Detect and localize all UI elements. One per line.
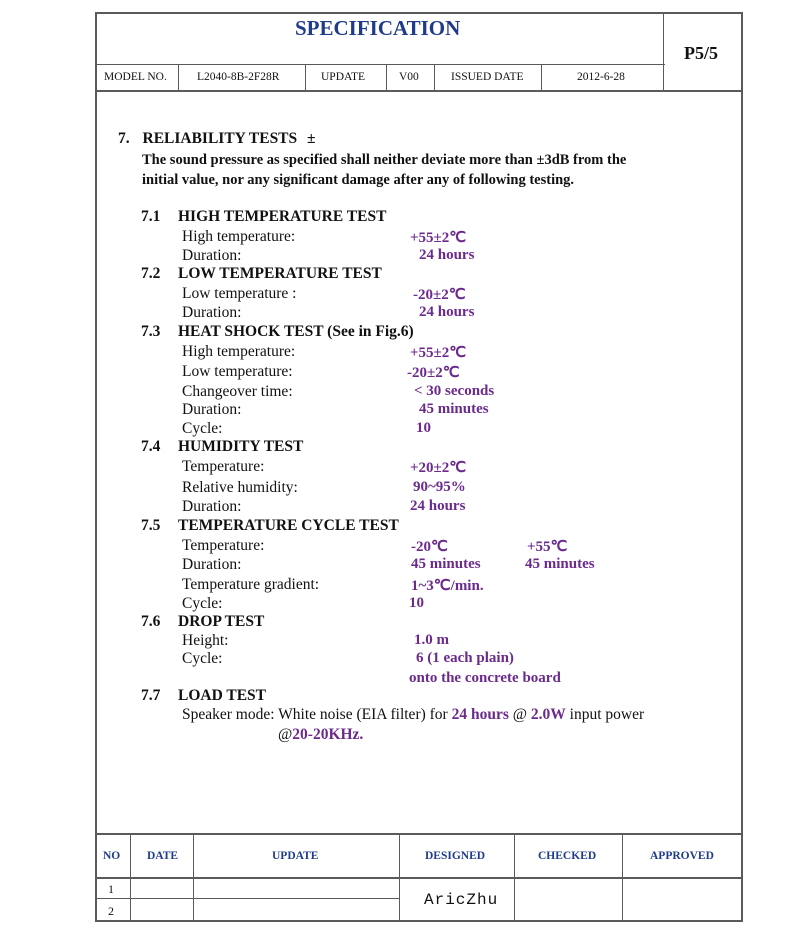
test-7-3-label-5: Cycle: [182,420,223,437]
test-7-6-value-2: 6 (1 each plain) [416,650,514,666]
update-label: UPDATE [321,71,366,83]
test-7-5-label-1: Temperature: [182,537,265,554]
section-title: RELIABILITY TESTS [142,130,298,147]
footer-col5 [622,833,623,921]
test-7-1-number: 7.1 [141,208,161,225]
header-divider [95,64,665,65]
test-7-3-value-1: +55±2℃ [410,345,467,361]
test-7-5-title: TEMPERATURE CYCLE TEST [178,517,399,534]
test-7-6-value-1: 1.0 m [414,632,449,648]
footer-col3 [399,833,400,921]
test-7-3-value-2: -20±2℃ [407,365,460,381]
test-7-2-title: LOW TEMPERATURE TEST [178,265,382,282]
footer-approved-header: APPROVED [650,850,714,862]
test-7-4-value-1: +20±2℃ [410,460,467,476]
footer-date-header: DATE [147,850,179,862]
update-value: V00 [399,71,419,83]
test-7-3-label-1: High temperature: [182,343,296,360]
test-7-4-value-3: 24 hours [410,498,466,514]
test-7-3-label-3: Changeover time: [182,383,293,400]
test-7-2-label-1: Low temperature : [182,285,297,302]
load-power: 2.0W [530,706,566,723]
test-7-4-value-2: 90~95% [413,479,466,495]
test-7-5-value-2b: 45 minutes [525,556,595,572]
test-7-4-label-1: Temperature: [182,458,265,475]
frame-left [95,12,97,922]
test-7-3-value-3: < 30 seconds [414,383,495,399]
test-7-1-title: HIGH TEMPERATURE TEST [178,208,387,225]
header-col4 [434,64,435,91]
test-7-5-value-4: 10 [409,595,424,611]
test-7-7-number: 7.7 [141,687,161,704]
footer-col2 [193,833,194,921]
section-heading [118,130,316,148]
test-7-4-number: 7.4 [141,438,161,455]
load-text-3: input power [565,706,645,723]
test-7-5-value-1a: -20℃ [411,539,448,555]
test-7-1-value-1: +55±2℃ [410,230,467,246]
load-at-symbol: @ [278,726,293,743]
header-col1 [178,64,179,91]
footer-row-1: 1 [108,882,114,896]
intro-line-2: initial value, nor any significant damage after any of following testing. [142,172,575,188]
intro-line-1: The sound pressure as specified shall neither deviate more than ±3dB from the [142,152,627,168]
footer-checked-header: CHECKED [538,850,597,862]
test-7-6-extra: onto the concrete board [409,670,561,686]
footer-row-2: 2 [108,904,114,918]
test-7-2-value-2: 24 hours [419,304,475,320]
model-label: MODEL NO. [104,71,167,83]
footer-col1 [130,833,131,921]
footer-row-divider [95,898,400,899]
issued-label: ISSUED DATE [451,71,524,83]
test-7-7-title: LOAD TEST [178,687,267,704]
test-7-6-number: 7.6 [141,613,161,630]
test-7-7-load-line-1 [182,706,644,724]
header-bottom [95,90,743,92]
header-col2 [305,64,306,91]
load-text-1: Speaker mode: White noise (EIA filter) for [182,706,452,723]
test-7-3-label-4: Duration: [182,401,242,418]
test-7-6-label-2: Cycle: [182,650,223,667]
footer-designed-header: DESIGNED [425,850,486,862]
test-7-3-value-5: 10 [416,420,431,436]
frame-right [741,12,743,922]
test-7-5-value-2a: 45 minutes [411,556,481,572]
test-7-4-label-2: Relative humidity: [182,479,298,496]
page-number: P5/5 [684,43,718,63]
footer-col4 [514,833,515,921]
test-7-5-label-2: Duration: [182,556,242,573]
test-7-1-value-2: 24 hours [419,247,475,263]
load-text-2: @ [508,706,531,723]
test-7-6-title: DROP TEST [178,613,265,630]
test-7-6-label-1: Height: [182,632,229,649]
test-7-3-title: HEAT SHOCK TEST (See in Fig.6) [178,323,414,340]
test-7-4-title: HUMIDITY TEST [178,438,304,455]
designer-name: AricZhu [424,891,499,909]
test-7-3-label-2: Low temperature: [182,363,293,380]
issued-value: 2012-6-28 [577,71,625,83]
header-col5 [541,64,542,91]
test-7-5-value-1b: +55℃ [527,539,568,555]
test-7-4-label-3: Duration: [182,498,242,515]
page-title: SPECIFICATION [295,16,461,40]
test-7-2-number: 7.2 [141,265,161,282]
test-7-5-value-3: 1~3℃/min. [411,578,484,594]
test-7-2-value-1: -20±2℃ [413,287,466,303]
test-7-7-load-line-2 [278,726,363,744]
test-7-2-label-2: Duration: [182,304,242,321]
section-title-symbol: ± [307,130,316,147]
header-col3 [386,64,387,91]
section-number: 7. [118,130,130,147]
test-7-5-number: 7.5 [141,517,161,534]
load-frequency: 20-20KHz. [292,726,364,743]
page-box-divider [663,12,664,91]
test-7-1-label-1: High temperature: [182,228,296,245]
test-7-1-label-2: Duration: [182,247,242,264]
test-7-5-label-3: Temperature gradient: [182,576,320,593]
test-7-3-value-4: 45 minutes [419,401,489,417]
footer-no-header: NO [103,850,121,862]
load-duration: 24 hours [451,706,509,723]
test-7-5-label-4: Cycle: [182,595,223,612]
frame-top [95,12,743,14]
test-7-3-number: 7.3 [141,323,161,340]
footer-update-header: UPDATE [272,850,319,862]
model-value: L2040-8B-2F28R [197,71,280,83]
